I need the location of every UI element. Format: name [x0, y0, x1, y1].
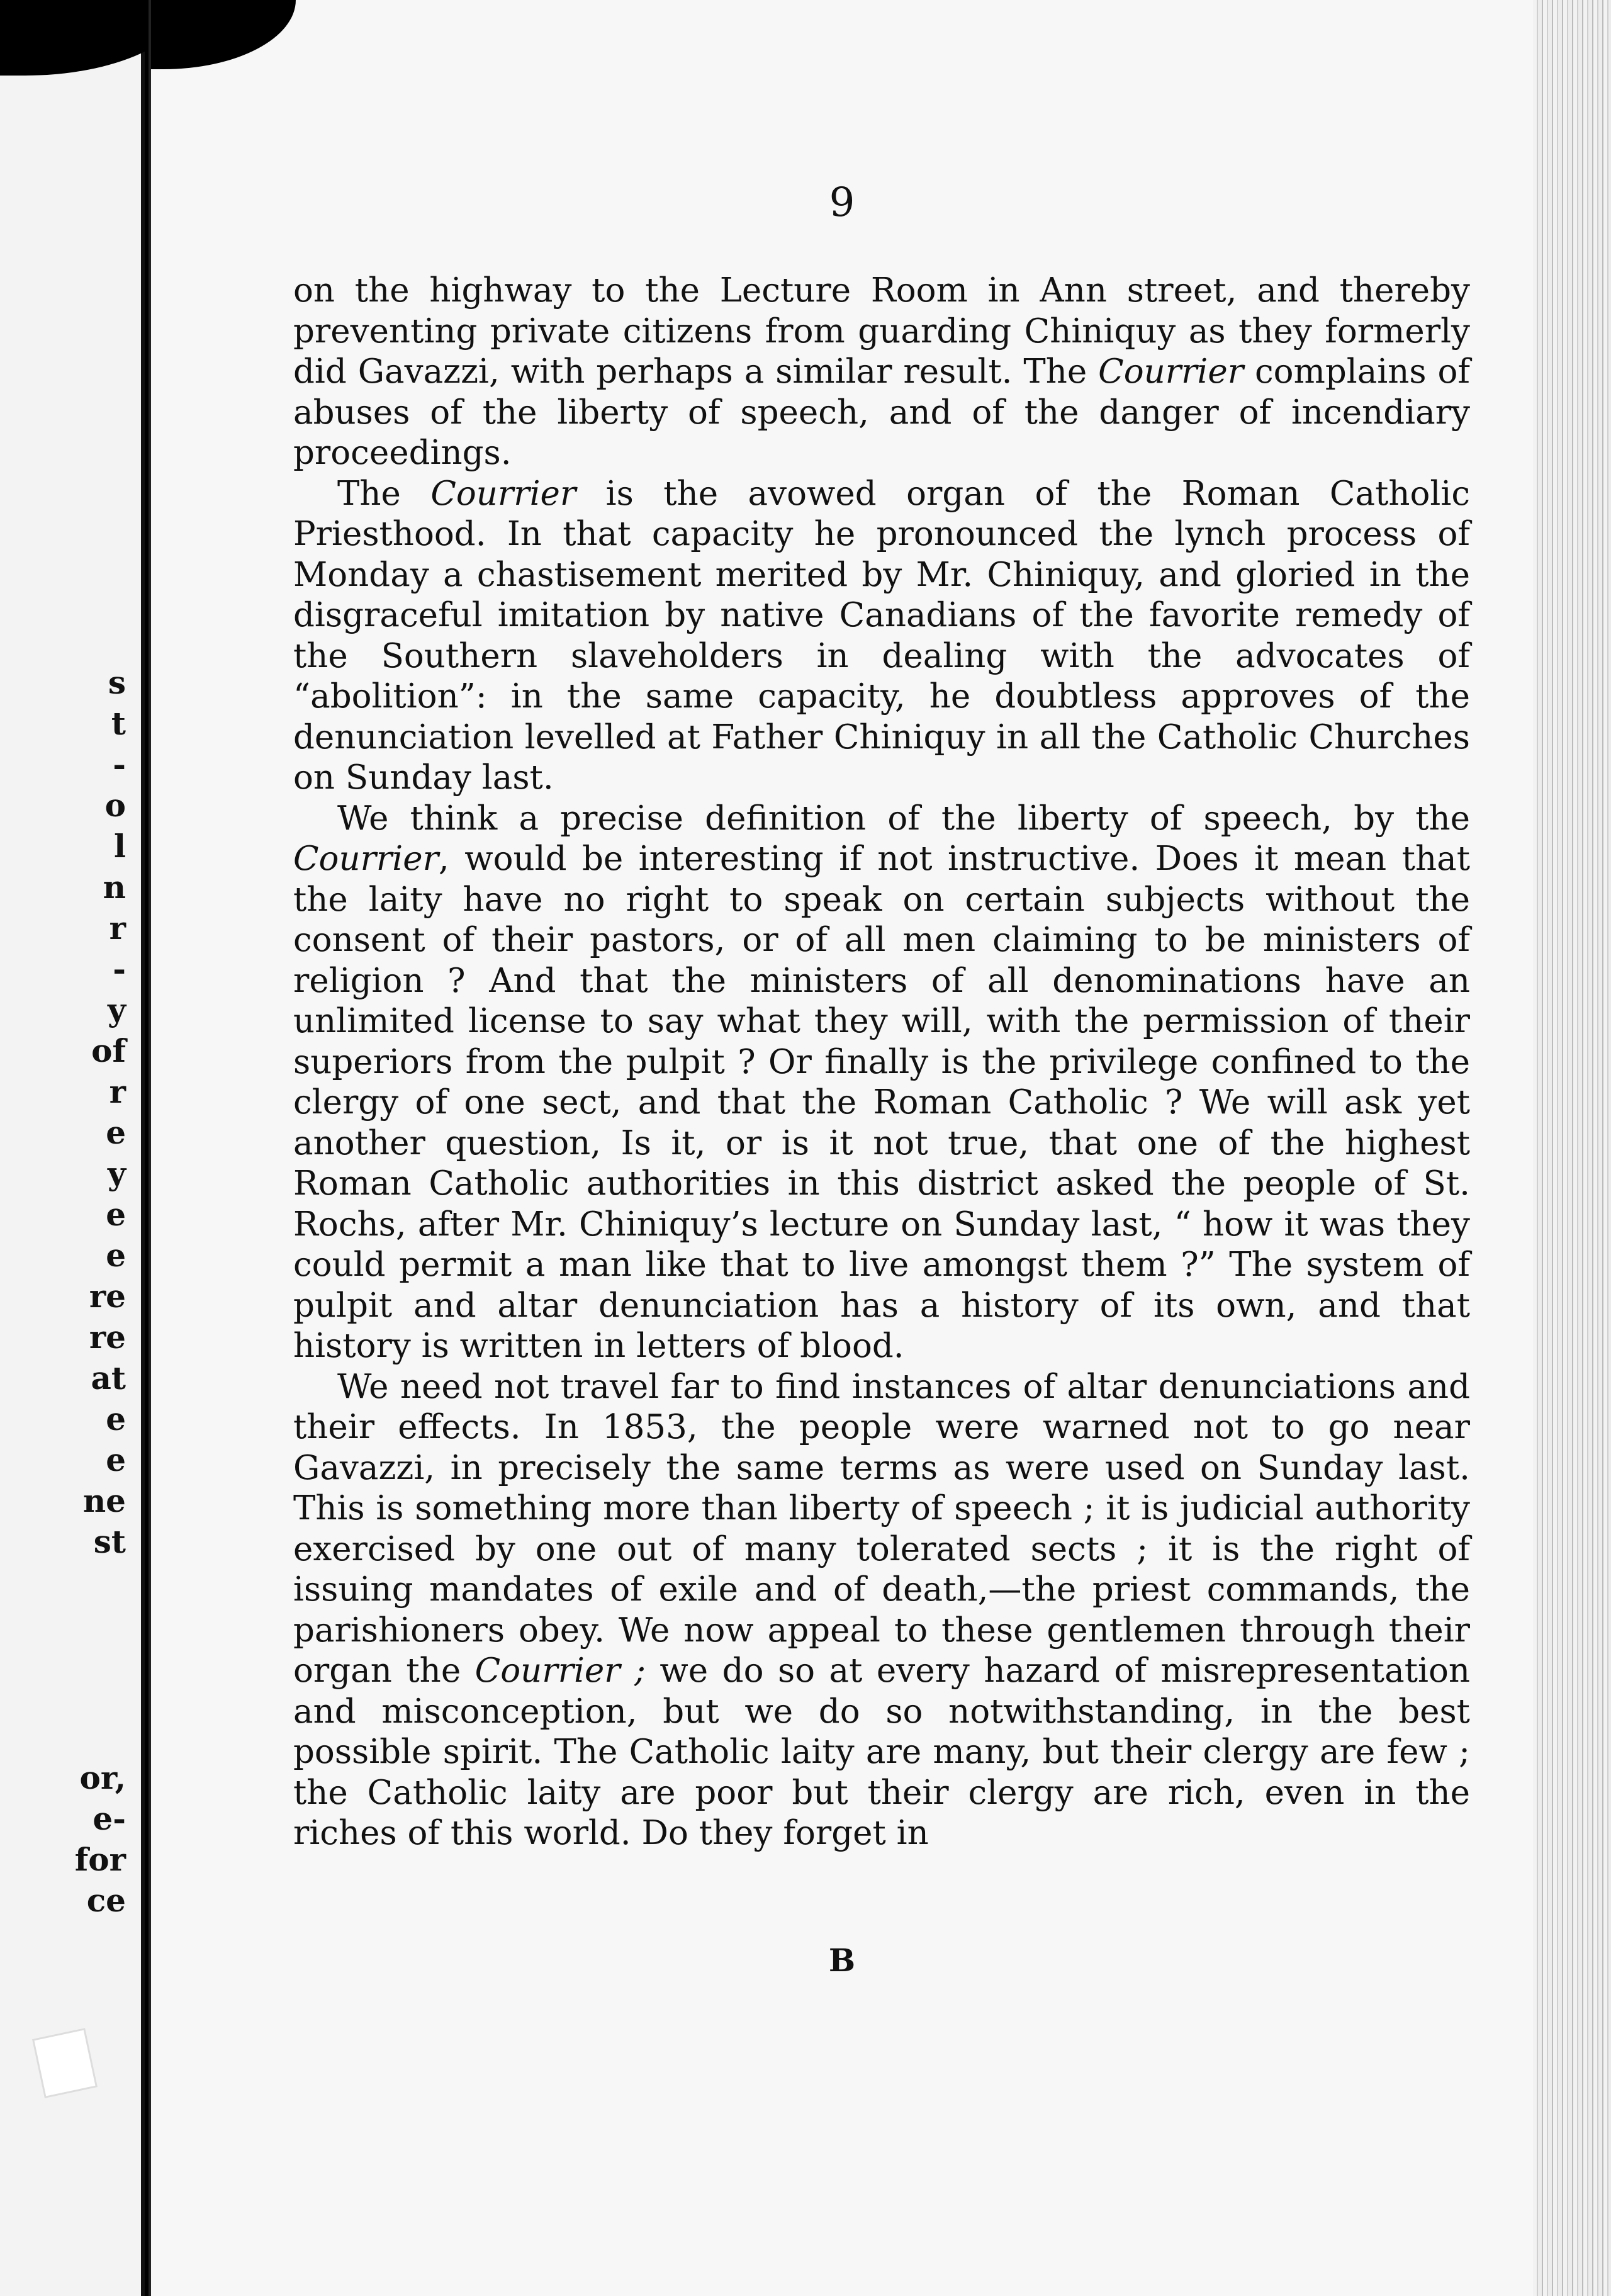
facing-page-text-fragment: ce	[86, 1882, 126, 1919]
body-text	[293, 271, 1470, 1854]
book-page	[149, 0, 1533, 2296]
italic-run: Courrier	[293, 840, 439, 878]
text-run: complains of abuses of the liberty of speech, and of the danger of incendiary proceedings.	[293, 352, 1471, 472]
facing-page-text-fragment: of	[91, 1032, 126, 1069]
facing-page-fragment	[0, 0, 145, 2296]
text-run: is the avowed organ of the Roman Catholic Priesthood. In that capacity he pronounced the lynch process of Monday a chastisement merited by Mr. Chiniquy, and gloried in the disgraceful imitation by native Canadians of the favorite remedy of the Southern slaveholders in dealing with the advocates of “abolition”: in the same capacity, he doubtless approves of the denunciation levelled at Father Chiniquy in all the Catholic Churches on Sunday last.	[293, 474, 1471, 797]
text-run: , would be interesting if not instructive. Does it mean that the laity have no right to speak on certain subjects without the consent of their pastors, or of all men claiming to be ministers of religion ? And that the ministers of all denominations have an unlimited license to say what they will, with the permission of their superiors from the pulpit ? Or finally is the privilege confined to the clergy of one sect, and that the Roman Catholic ? We will ask yet another question, Is it, or is it not true, that one of the highest Roman Catholic authorities in this district asked the people of St. Rochs, after Mr. Chiniquy’s lecture on Sunday last, “ how it was they could permit a man like that to live amongst them ?” The system of pulpit and altar denunciation has a history of its own, and that history is written in letters of blood.	[293, 840, 1470, 1365]
italic-run: Courrier	[1098, 352, 1244, 391]
facing-page-text-fragment: o	[104, 787, 126, 824]
text-run: we do so at every hazard of misrepresentation and misconception, but we do so notwithstanding, in the best possible spirit. The Catholic laity are many, but their clergy are few ; the Catholic laity are poor but their clergy are rich, even in the riches of this world. Do they forget in	[293, 1652, 1470, 1852]
facing-page-text-fragment: re	[89, 1319, 126, 1356]
paper-blotch	[32, 2028, 98, 2098]
facing-page-text-fragment: e	[106, 1441, 126, 1478]
italic-run: Courrier	[430, 474, 576, 513]
facing-page-text-fragment: r	[109, 909, 126, 947]
facing-page-text-fragment: e	[106, 1114, 126, 1151]
facing-page-text-fragment: -	[113, 950, 126, 988]
page-curl-shadow	[151, 0, 296, 69]
facing-page-text-fragment: at	[91, 1359, 126, 1397]
facing-page-text-fragment: y	[107, 1155, 126, 1192]
facing-page-text-fragment: e	[106, 1237, 126, 1274]
facing-page-text-fragment: re	[89, 1278, 126, 1315]
facing-page-text-fragment: st	[93, 1523, 126, 1560]
facing-page-text-fragment: n	[103, 869, 126, 906]
facing-page-text-fragment: e-	[93, 1800, 126, 1837]
paragraph	[293, 474, 1470, 799]
book-edge	[1533, 0, 1611, 2296]
text-run: on the highway to the Lecture Room in Ann street, and thereby preventing private citizens from guarding Chiniquy as they formerly did Gavazzi, with perhaps a similar result. The	[293, 271, 1470, 391]
text-run: We think a precise definition of the liberty of speech, by the	[337, 799, 1470, 838]
paragraph	[293, 1367, 1470, 1854]
text-run: The	[337, 474, 431, 513]
facing-page-text-fragment: y	[107, 991, 126, 1028]
facing-page-text-fragment: -	[113, 746, 126, 783]
facing-page-text-fragment: for	[74, 1841, 126, 1878]
paragraph	[293, 271, 1470, 474]
facing-page-text-fragment: t	[111, 705, 126, 742]
italic-run: Courrier ;	[474, 1652, 646, 1690]
paragraph	[293, 799, 1470, 1367]
page-number: 9	[829, 179, 855, 226]
facing-page-text-fragment: or,	[79, 1759, 126, 1796]
facing-page-text-fragment: s	[108, 664, 126, 701]
facing-page-text-fragment: l	[114, 828, 126, 865]
facing-page-text-fragment: r	[109, 1073, 126, 1110]
facing-page-text-fragment: ne	[82, 1482, 126, 1519]
signature-mark: B	[828, 1942, 856, 1979]
text-run: We need not travel far to find instances of altar denunciations and their effects. In 1853, the people were warned not to go near Gavazzi, in precisely the same terms as were used on Sunday last. This is something more than liberty of speech ; it is judicial authority exercised by one out of many tolerated sects ; it is the right of issuing mandates of exile and of death,—the priest commands, the parishioners obey. We now appeal to these gentlemen through their organ the	[293, 1367, 1470, 1690]
facing-page-text-fragment: e	[106, 1400, 126, 1438]
facing-page-text-fragment: e	[106, 1196, 126, 1233]
